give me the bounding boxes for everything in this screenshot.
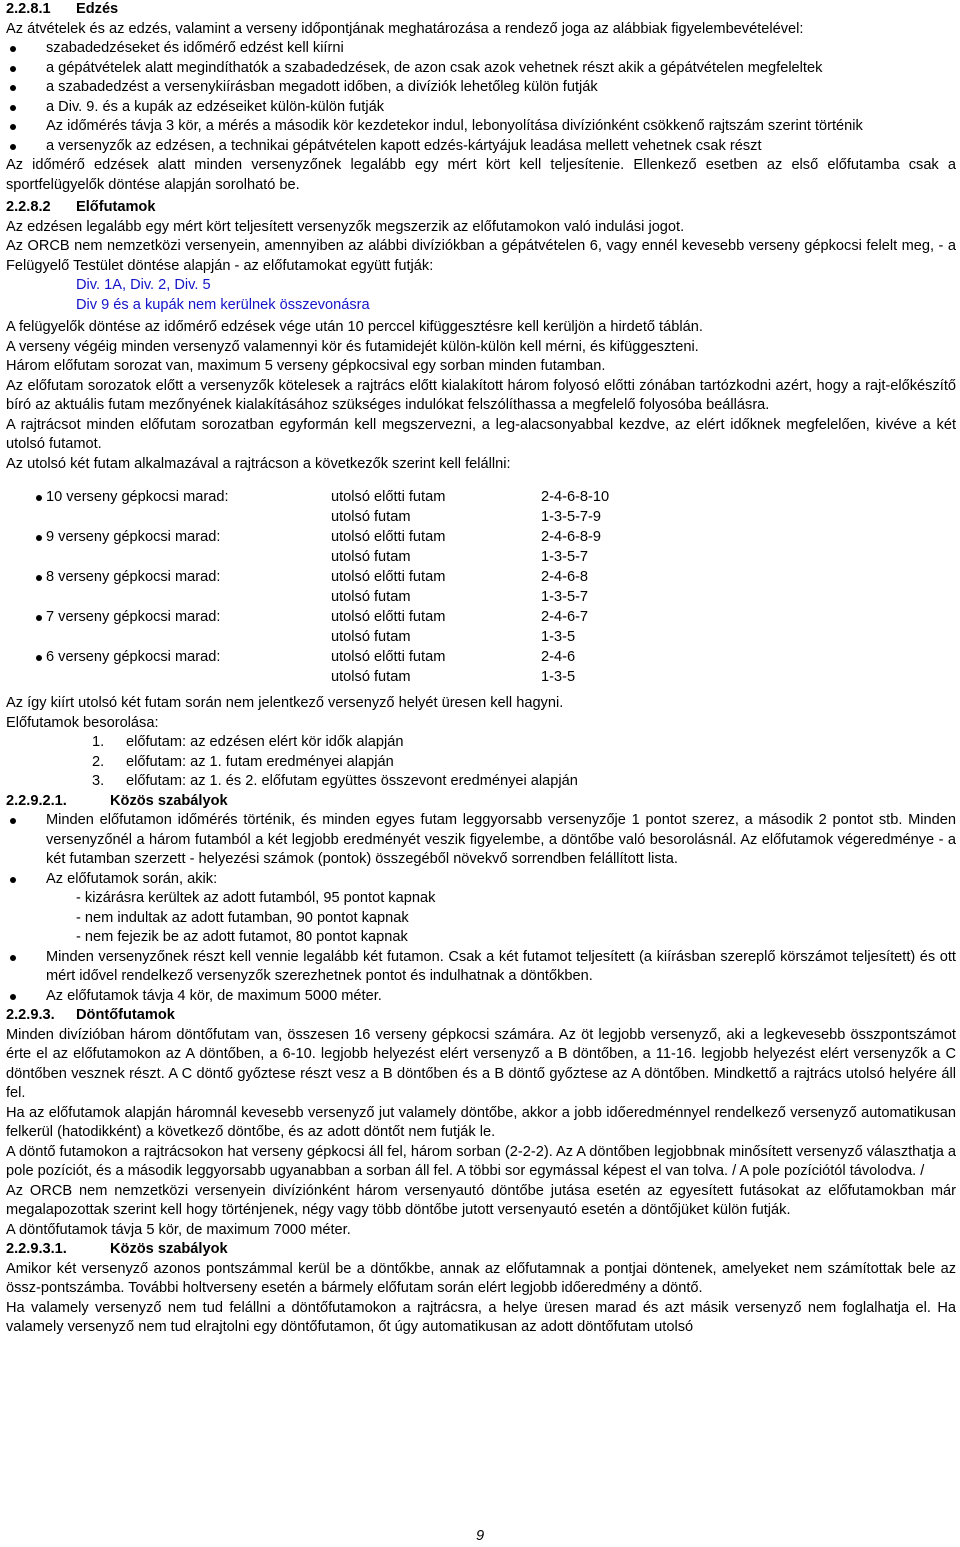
section-number: 2.2.8.2: [6, 199, 51, 215]
paragraph: Az ORCB nem nemzetközi versenyein, amennyiben az alábbi divíziókban a gépátvételen 6, vagy ennél kevesebb verseny gépkocsi felelt meg, - a Felügyelő Testület döntése alapján - az előfutamokat együtt futják:: [6, 238, 956, 274]
grid-table: [6, 488, 956, 688]
list-item: [6, 870, 956, 948]
list-item: szabadedzéseket és időmérő edzést kell kiírni: [6, 39, 956, 59]
paragraph: Az edzésen legalább egy mért kört teljesített versenyzők megszerzik az előfutamokon való indulási jogot.: [6, 218, 685, 235]
table-row: [6, 608, 956, 628]
table-row: [6, 488, 956, 508]
grid-order: 2-4-6-8-10: [541, 489, 610, 506]
item-text: előfutam: az edzésen elért kör idők alapján: [126, 734, 404, 750]
grid-order: 2-4-6-8: [541, 569, 589, 586]
bullet-icon: [6, 568, 46, 588]
item-number: 3.: [92, 773, 105, 789]
document-page: [6, 0, 956, 1338]
grid-order: 2-4-6-7: [541, 609, 589, 626]
table-row: [6, 528, 956, 548]
list-item: Minden versenyzőnek részt kell vennie legalább két futamon. Csak a két futamot teljesített (a kiírásban szereplő körszámot teljesített) és ott mért idővel rendelkező versenyzők szerezhetnek pontot és indulhatnak a döntőkben.: [6, 948, 956, 987]
list-item: a versenyzők az edzésen, a technikai gépátvételen kapott edzés-kártyájuk leadása mellett vehetnek csak részt: [6, 137, 956, 157]
list-item: [6, 753, 956, 773]
paragraph: A rajtrácsot minden előfutam sorozatban egyformán kell megszervezni, a leg-alacsonyabbal kezdve, az elért időknek megfelelően, kivéve a két utolsó futamot.: [6, 416, 956, 452]
grid-race: utolsó futam: [331, 669, 411, 686]
division-note: Div. 1A, Div. 2, Div. 5: [76, 277, 211, 293]
grid-order: 1-3-5-7-9: [541, 509, 602, 526]
paragraph: Az utolsó két futam alkalmazával a rajtrácson a következők szerint kell felállni:: [6, 455, 511, 472]
list-item: a szabadedzést a versenykiírásban megadott időben, a divíziók lehetőleg külön futják: [6, 78, 956, 98]
section-title: Döntőfutamok: [76, 1007, 175, 1023]
grid-race: utolsó futam: [331, 589, 411, 606]
item-number: 1.: [92, 734, 105, 750]
paragraph: A verseny végéig minden versenyző valamennyi kör és futamidejét külön-külön kell mérni, és kifüggeszteni.: [6, 338, 699, 355]
grid-order: 1-3-5: [541, 669, 576, 686]
grid-race: utolsó előtti futam: [331, 529, 446, 546]
section-heading-edzes: [6, 0, 956, 20]
grid-label: 9 verseny gépkocsi marad:: [46, 529, 221, 546]
list-item: Minden előfutamon időmérés történik, és minden egyes futam leggyorsabb versenyzője 1 pontot szerez, a második 2 pontot stb. Minden versenyzőnél a három futamból a két legjobb eredményét veszik figyelembe, a döntőbe való besorolásnál. Az előfutamok végeredménye - a két futamban szerzett - helyezési számok (pontok) összegéből növekvő sorrendben felállított lista.: [6, 811, 956, 870]
bullet-list: [6, 39, 956, 156]
paragraph: Az ORCB nem nemzetközi versenyein divíziónként három versenyautó döntőbe jutása esetén az egyesített futásokat az előfutamokban már megalapozottak szerint kell hogy történjenek, négy vagy több döntőbe jutott versenyautó esetén a döntőjüket külön futják.: [6, 1182, 956, 1218]
table-row: [6, 568, 956, 588]
grid-label: 8 verseny gépkocsi marad:: [46, 569, 221, 586]
list-item: Az időmérés távja 3 kör, a mérés a második kör kezdetekor indul, lebonyolítása divíziónként csökkenő rajtszám szerint történik: [6, 117, 956, 137]
bullet-icon: [6, 648, 46, 668]
section-title: Előfutamok: [76, 199, 156, 215]
section-number: 2.2.9.3.: [6, 1007, 55, 1023]
paragraph: Az előfutam sorozatok előtt a versenyzők kötelesek a rajtrács előtt kialakított három folyosó előtti zónában tartózkodni azért, hogy a rajt-előkészítő bíró az aktuális futam mezőnyének kialakításához szükséges indulókat felszólíthassa a megfelelő folyosóba beállásra.: [6, 377, 956, 413]
grid-race: utolsó előtti futam: [331, 569, 446, 586]
penalty-line: - nem indultak az adott futamban, 90 pontot kapnak: [76, 909, 409, 926]
paragraph: Amikor két versenyző azonos pontszámmal kerül be a döntőkbe, annak az előfutamnak a pontjai döntenek, amelyeket nem számítottak bele az össz-pontszámba. További holtverseny esetén a bármely előfutam során elért legjobb időeredmény a döntő.: [6, 1260, 956, 1296]
section-heading-elofutamok: [6, 198, 956, 218]
grid-label: 10 verseny gépkocsi marad:: [46, 489, 229, 506]
table-row: [6, 648, 956, 668]
paragraph: Ha az előfutamok alapján háromnál kevesebb versenyző jut valamely döntőbe, akkor a jobb időeredménnyel rendelkező versenyző automatikusan felkerül (hatodikként) a következő döntőbe, és az adott döntőt nem futják le.: [6, 1104, 956, 1140]
grid-order: 2-4-6: [541, 649, 576, 666]
penalty-line: - nem fejezik be az adott futamot, 80 pontot kapnak: [76, 929, 408, 945]
grid-race: utolsó előtti futam: [331, 649, 446, 666]
section-title: Közös szabályok: [110, 792, 228, 809]
section-heading-dontofutamok: [6, 1006, 956, 1026]
division-note: Div 9 és a kupák nem kerülnek összevonásra: [76, 296, 370, 313]
list-item: a Div. 9. és a kupák az edzéseiket külön-külön futják: [6, 98, 956, 118]
grid-order: 1-3-5: [541, 629, 576, 646]
grid-race: utolsó futam: [331, 549, 411, 566]
list-item: [6, 772, 956, 792]
numbered-list: [6, 733, 956, 792]
paragraph: A döntő futamokon a rajtrácsokon hat verseny gépkocsi áll fel, három sorban (2-2-2). Az A döntőben legjobbnak minősített versenyző választhatja a pole pozíciót, és a második leggyorsabb ugyanabban a sorban áll fel. A többi sor egymással képest el van tolva. / A pole pozíciótól távolodva. /: [6, 1143, 956, 1179]
grid-order: 1-3-5-7: [541, 589, 589, 606]
grid-race: utolsó előtti futam: [331, 609, 446, 626]
grid-label: 6 verseny gépkocsi marad:: [46, 649, 221, 666]
paragraph: Az így kiírt utolsó két futam során nem jelentkező versenyző helyét üresen kell hagyni.: [6, 695, 564, 711]
penalty-line: - kizárásra kerültek az adott futamból, 95 pontot kapnak: [76, 890, 436, 906]
list-item: [6, 733, 956, 753]
section-heading-kozos-szabalyok: [6, 792, 956, 812]
grid-order: 1-3-5-7: [541, 549, 589, 566]
paragraph: Előfutamok besorolása:: [6, 714, 159, 731]
bullet-icon: [6, 608, 46, 628]
section-title: Edzés: [76, 1, 119, 17]
bullet-icon: [6, 488, 46, 508]
paragraph: Minden divízióban három döntőfutam van, összesen 16 verseny gépkocsi számára. Az öt legjobb versenyző, aki a legkevesebb összpontszámot érte el az előfutamokon az A döntőben, a 6-10. legjobb helyezést elért versenyző a B döntőben, a 11-16. legjobb helyezést elért versenyzők a C döntőben vesznek részt. A C döntő győztese részt vesz a B döntőben és a B döntő győztese az A döntőben. Mindkettő a rajtrács utolsó helyére áll fel.: [6, 1026, 956, 1101]
item-text: előfutam: az 1. futam eredményei alapján: [126, 753, 394, 770]
table-row: [6, 628, 956, 648]
bullet-icon: [6, 528, 46, 548]
item-text: előfutam: az 1. és 2. előfutam együttes összevont eredményei alapján: [126, 773, 578, 789]
grid-race: utolsó előtti futam: [331, 489, 446, 506]
paragraph: Az időmérő edzések alatt minden versenyzőnek legalább egy mért kört kell teljesítenie. Ellenkező esetben az első előfutamba csak a sportfelügyelők döntése alapján sorolható be.: [6, 157, 956, 193]
item-text: Az előfutamok során, akik:: [46, 870, 218, 887]
section-number: 2.2.9.3.1.: [6, 1241, 67, 1257]
list-item: a gépátvételek alatt megindíthatók a szabadedzések, de azon csak azok vehetnek részt akik a gépátvételen megfeleltek: [6, 59, 956, 79]
paragraph: Három előfutam sorozat van, maximum 5 verseny gépkocsival egy sorban minden futamban.: [6, 358, 606, 374]
table-row: [6, 588, 956, 608]
bullet-list: [6, 811, 956, 1006]
grid-race: utolsó futam: [331, 629, 411, 646]
section-number: 2.2.9.2.1.: [6, 792, 67, 809]
page-number: 9: [475, 1528, 485, 1544]
list-item: Az előfutamok távja 4 kör, de maximum 5000 méter.: [6, 987, 956, 1007]
section-title: Közös szabályok: [110, 1241, 228, 1257]
section-number: 2.2.8.1: [6, 1, 51, 17]
section-heading-kozos-szabalyok-2: [6, 1240, 956, 1260]
grid-order: 2-4-6-8-9: [541, 529, 602, 546]
paragraph: Az átvételek és az edzés, valamint a verseny időpontjának meghatározása a rendező joga az alábbiak figyelembevételével:: [6, 20, 804, 37]
table-row: [6, 668, 956, 688]
paragraph: A döntőfutamok távja 5 kör, de maximum 7000 méter.: [6, 1221, 351, 1238]
item-number: 2.: [92, 753, 105, 770]
table-row: [6, 548, 956, 568]
paragraph: Ha valamely versenyző nem tud felállni a döntőfutamokon a rajtrácsra, a helye üresen marad és azt másik versenyző nem foglalhatja el. Ha valamely versenyző nem tud elrajtolni egy döntőfutamon, őt úgy automatikusan az adott döntőfutam utolsó: [6, 1299, 956, 1335]
table-row: [6, 508, 956, 528]
paragraph: A felügyelők döntése az időmérő edzések vége után 10 perccel kifüggesztésre kell kerüljön a hirdető táblán.: [6, 319, 703, 335]
grid-race: utolsó futam: [331, 509, 411, 526]
grid-label: 7 verseny gépkocsi marad:: [46, 609, 221, 626]
